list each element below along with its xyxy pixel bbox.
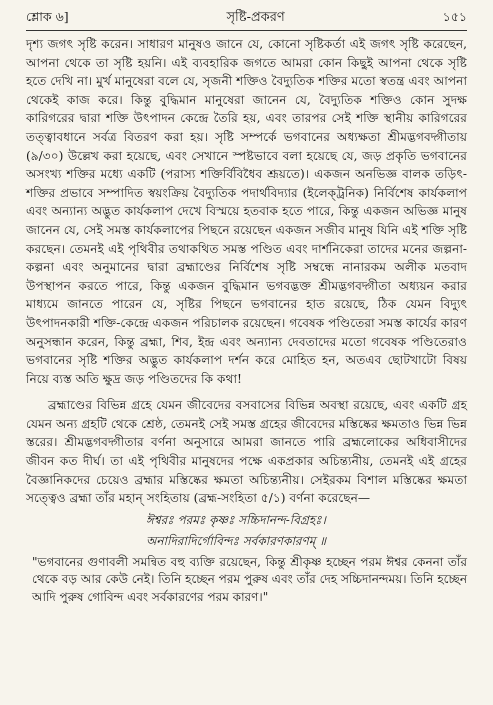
chapter-title: সৃষ্টি-প্রকরণ — [226, 10, 285, 25]
body-paragraph-1: দৃশ্য জগৎ সৃষ্টি করেন। সাধারণ মানুষও জানে যে, কোনো সৃষ্টিকর্তা এই জগৎ সৃষ্টি করেছেন, আপনা থেকে তা সৃষ্টি হয়নি। এই ব্যবহারিক জগতে আমরা কোন কিছুই আপনা থেকে সৃষ্টি হতে দেখি না। মুর্খ মানুষেরা বলে যে, সৃজনী শক্তিও বৈদ্যুতিক শক্তির মতো স্বতন্ত্র এবং আপনা থেকেই কাজ করে। কিন্তু বুদ্ধিমান মানুষেরা জানেন যে, বৈদ্যুতিক শক্তিও কোন সুদক্ষ কারিগরের দ্বারা শক্তি উৎপাদন কেন্দ্রে তৈরি হয়, এবং তারপর সেই শক্তি স্থানীয় কারিগরের তত্ত্বাবধানে সর্বত্র বিতরণ করা হয়। সৃষ্টি সম্পর্কে ভগবানের অধ্যক্ষতা শ্রীমদ্ভগবদ্গীতায় (৯/৩০) উল্লেখ করা হয়েছে, এবং সেখানে স্পষ্টভাবে বলা হয়েছে যে, জড় প্রকৃতি ভগবানের অসংখ্য শক্তির মধ্যে একটি (পরাস্য শক্তির্বিবিধৈব শ্রূয়তে)। একজন অনভিজ্ঞ বালক তড়িৎ-শক্তির প্রভাবে সম্পাদিত স্বয়ংক্রিয় বৈদ্যুতিক পদার্থবিদ্যার (ইলেক্‌ট্রনিক) নির্বিশেষ কার্যকলাপ এবং অন্যান্য অদ্ভুত কার্যকলাপ দেখে বিস্ময়ে হতবাক হতে পারে, কিন্তু একজন অভিজ্ঞ মানুষ জানেন যে, সেই সমস্ত কার্যকলাপের পিছনে রয়েছেন একজন সজীব মানুষ যিনি এই শক্তি সৃষ্টি করছেন। তেমনই এই পৃথিবীর তথাকথিত সমস্ত পণ্ডিত এবং দার্শনিকেরা তাদের মনের জল্পনা-কল্পনা এবং অনুমানের দ্বারা ব্রহ্মাণ্ডের নির্বিশেষ সৃষ্টি সম্বন্ধে নানারকম অলীক মতবাদ উপস্থাপন করতে পারে, কিন্তু একজন বুদ্ধিমান ভগবদ্ভক্ত শ্রীমদ্ভগবদ্গীতা অধ্যয়ন করার মাধ্যমে জানতে পারেন যে, সৃষ্টির পিছনে ভগবানের হাত রয়েছে, ঠিক যেমন বিদ্যুৎ উৎপাদনকারী শক্তি-কেন্দ্রে একজন পরিচালক রয়েছেন। গবেষক পণ্ডিতেরা সমস্ত কার্যের কারণ অনুসন্ধান করেন, কিন্তু ব্রহ্মা, শিব, ইন্দ্র এবং অন্যান্য দেবতাদের মতো গবেষক পণ্ডিতেরাও ভগবানের সৃষ্টি শক্তির অদ্ভুত কার্যকলাপ দর্শন করে মোহিত হন, অতএব ছোটখাটো বিষয় নিয়ে ব্যস্ত অতি ক্ষুদ্র জড় পণ্ডিতদের কি কথা! — [26, 37, 467, 386]
sanskrit-verse-line-2: অনাদিরাদির্গোবিন্দঃ সর্বকারণকারণম্ ॥ — [146, 533, 327, 548]
verse-translation-quote: "ভগবানের গুণাবলী সমন্বিত বহু ব্যক্তি রয়েছেন, কিন্তু শ্রীকৃষ্ণ হচ্ছেন পরম ঈশ্বর কেননা তাঁর থেকে বড় আর কেউ নেই। তিনি হচ্ছেন পরম পুরুষ এবং তাঁর দেহ সচ্চিদানন্দময়। তিনি হচ্ছেন আদি পুরুষ গোবিন্দ এবং সর্বকারণের পরম কারণ।" — [32, 554, 467, 604]
header-rule — [26, 30, 467, 31]
sanskrit-verse-line-1: ঈশ্বরঃ পরমঃ কৃষ্ণঃ সচ্চিদানন্দ-বিগ্রহঃ। — [146, 512, 326, 527]
page-header — [26, 8, 467, 28]
body-paragraph-2: ব্রহ্মাণ্ডের বিভিন্ন গ্রহে যেমন জীবেদের বসবাসের বিভিন্ন অবস্থা রয়েছে, এবং একটি গ্রহ যেমন অন্য গ্রহটি থেকে শ্রেষ্ঠ, তেমনই সেই সমস্ত গ্রহের জীবেদের মস্তিষ্কের ক্ষমতাও ভিন্ন ভিন্ন স্তরের। শ্রীমদ্ভগবদ্গীতার বর্ণনা অনুসারে আমরা জানতে পারি ব্রহ্মলোকের অধিবাসীদের জীবন কত দীর্ঘ। তা এই পৃথিবীর মানুষদের পক্ষে একপ্রকার অচিন্ত্যনীয়, তেমনই এই গ্রহের বৈজ্ঞানিকদের চেয়েও ব্রহ্মার মস্তিষ্কের ক্ষমতা অচিন্ত্যনীয়। সেইরকম বিশাল মস্তিষ্কের ক্ষমতা সত্ত্বেও ব্রহ্মা তাঁর মহান্ সংহিতায় (ব্রহ্ম-সংহিতা ৫/১) বর্ণনা করেছেন— — [26, 398, 467, 506]
verse-reference: শ্লোক ৬] — [26, 9, 69, 24]
page-number: ১৫১ — [442, 9, 467, 24]
